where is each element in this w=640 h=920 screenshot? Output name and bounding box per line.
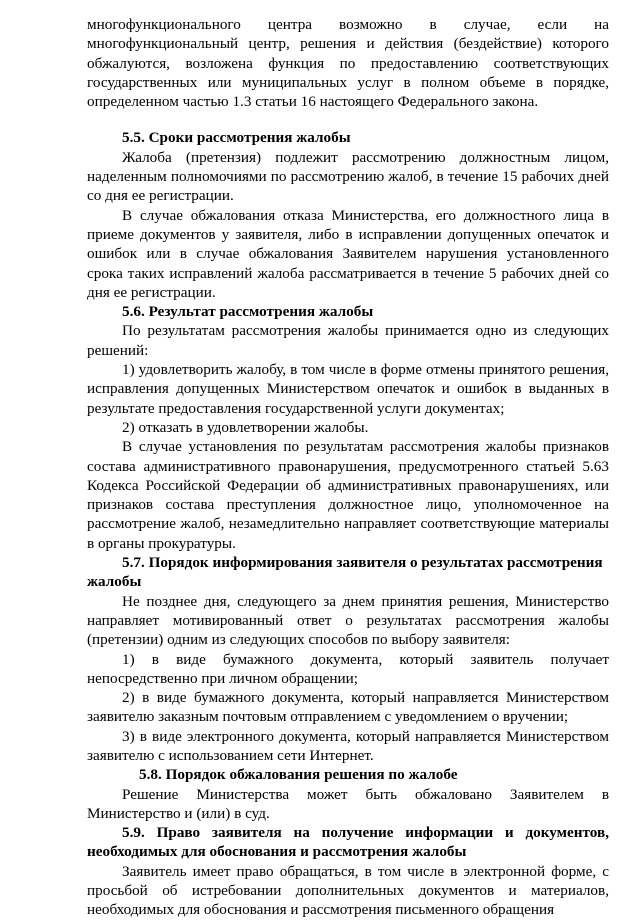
paragraph-appeal: Решение Министерства может быть обжаловано Заявителем в Министерство и (или) в суд.	[87, 785, 609, 822]
paragraph-mfc: многофункционального центра возможно в случае, если на многофункциональный центр, решения и действия (бездействие) которого обжалуются, возложена функция по предоставлению соответствующих государственных или муниципальных услуг в полном объеме в порядке, определенном частью 1.3 статьи 16 настоящего Федерального закона.	[87, 16, 609, 111]
paragraph-refusal-term: В случае обжалования отказа Министерства, его должностного лица в приеме документов у заявителя, либо в исправлении допущенных опечаток и ошибок или в случае обжалования Заявителем нарушения установленного срока таких исправлений жалоба рассматривается в течение 5 рабочих дней со дня ее регистрации.	[87, 206, 609, 301]
heading-5-6: 5.6. Результат рассмотрения жалобы	[122, 303, 374, 321]
paragraph-method-electronic: 3) в виде электронного документа, который направляется Министерством заявителю с использованием сети Интернет.	[87, 727, 609, 764]
heading-5-7: 5.7. Порядок информирования заявителя о результатах рассмотрения жалобы	[87, 554, 603, 591]
spacer	[87, 111, 609, 128]
paragraph-violation-signs: В случае установления по результатам рассмотрения жалобы признаков состава административного правонарушения, предусмотренного статьей 5.63 Кодекса Российской Федерации об административных правонарушениях, или признаков состава преступления должностное лицо, уполномоченное на рассмотрение жалоб, незамедлительно направляет соответствующие материалы в органы прокуратуры.	[87, 438, 609, 552]
heading-5-5: 5.5. Сроки рассмотрения жалобы	[122, 129, 351, 147]
paragraph-method-paper-mail: 2) в виде бумажного документа, который направляется Министерством заявителю заказным почтовым отправлением с уведомлением о вручении;	[87, 689, 609, 726]
paragraph-decision-refuse: 2) отказать в удовлетворении жалобы.	[122, 418, 369, 436]
paragraph-answer-intro: Не позднее дня, следующего за днем принятия решения, Министерство направляет мотивированный ответ о результатах рассмотрения жалобы (претензии) одним из следующих способов по выбору заявителя:	[87, 592, 609, 649]
heading-5-9: 5.9. Право заявителя на получение информации и документов, необходимых для обоснования и рассмотрения жалобы	[87, 824, 609, 861]
paragraph-complaint-term: Жалоба (претензия) подлежит рассмотрению должностным лицом, наделенным полномочиями по рассмотрению жалоб, в течение 15 рабочих дней со дня ее регистрации.	[87, 148, 609, 205]
document-page	[87, 15, 609, 920]
heading-5-8: 5.8. Порядок обжалования решения по жалобе	[139, 766, 458, 784]
paragraph-decision-satisfy: 1) удовлетворить жалобу, в том числе в форме отмены принятого решения, исправления допущенных Министерством опечаток и ошибок в выданных в результате предоставления государственной услуги документах;	[87, 361, 609, 417]
paragraph-method-paper-personal: 1) в виде бумажного документа, который заявитель получает непосредственно при личном обращении;	[87, 650, 609, 687]
paragraph-decisions-intro: По результатам рассмотрения жалобы принимается одно из следующих решений:	[87, 322, 609, 359]
paragraph-right-to-request: Заявитель имеет право обращаться, в том числе в электронной форме, с просьбой об истребовании дополнительных документов и материалов, необходимых для обоснования и рассмотрения письменного обращения	[87, 862, 609, 919]
